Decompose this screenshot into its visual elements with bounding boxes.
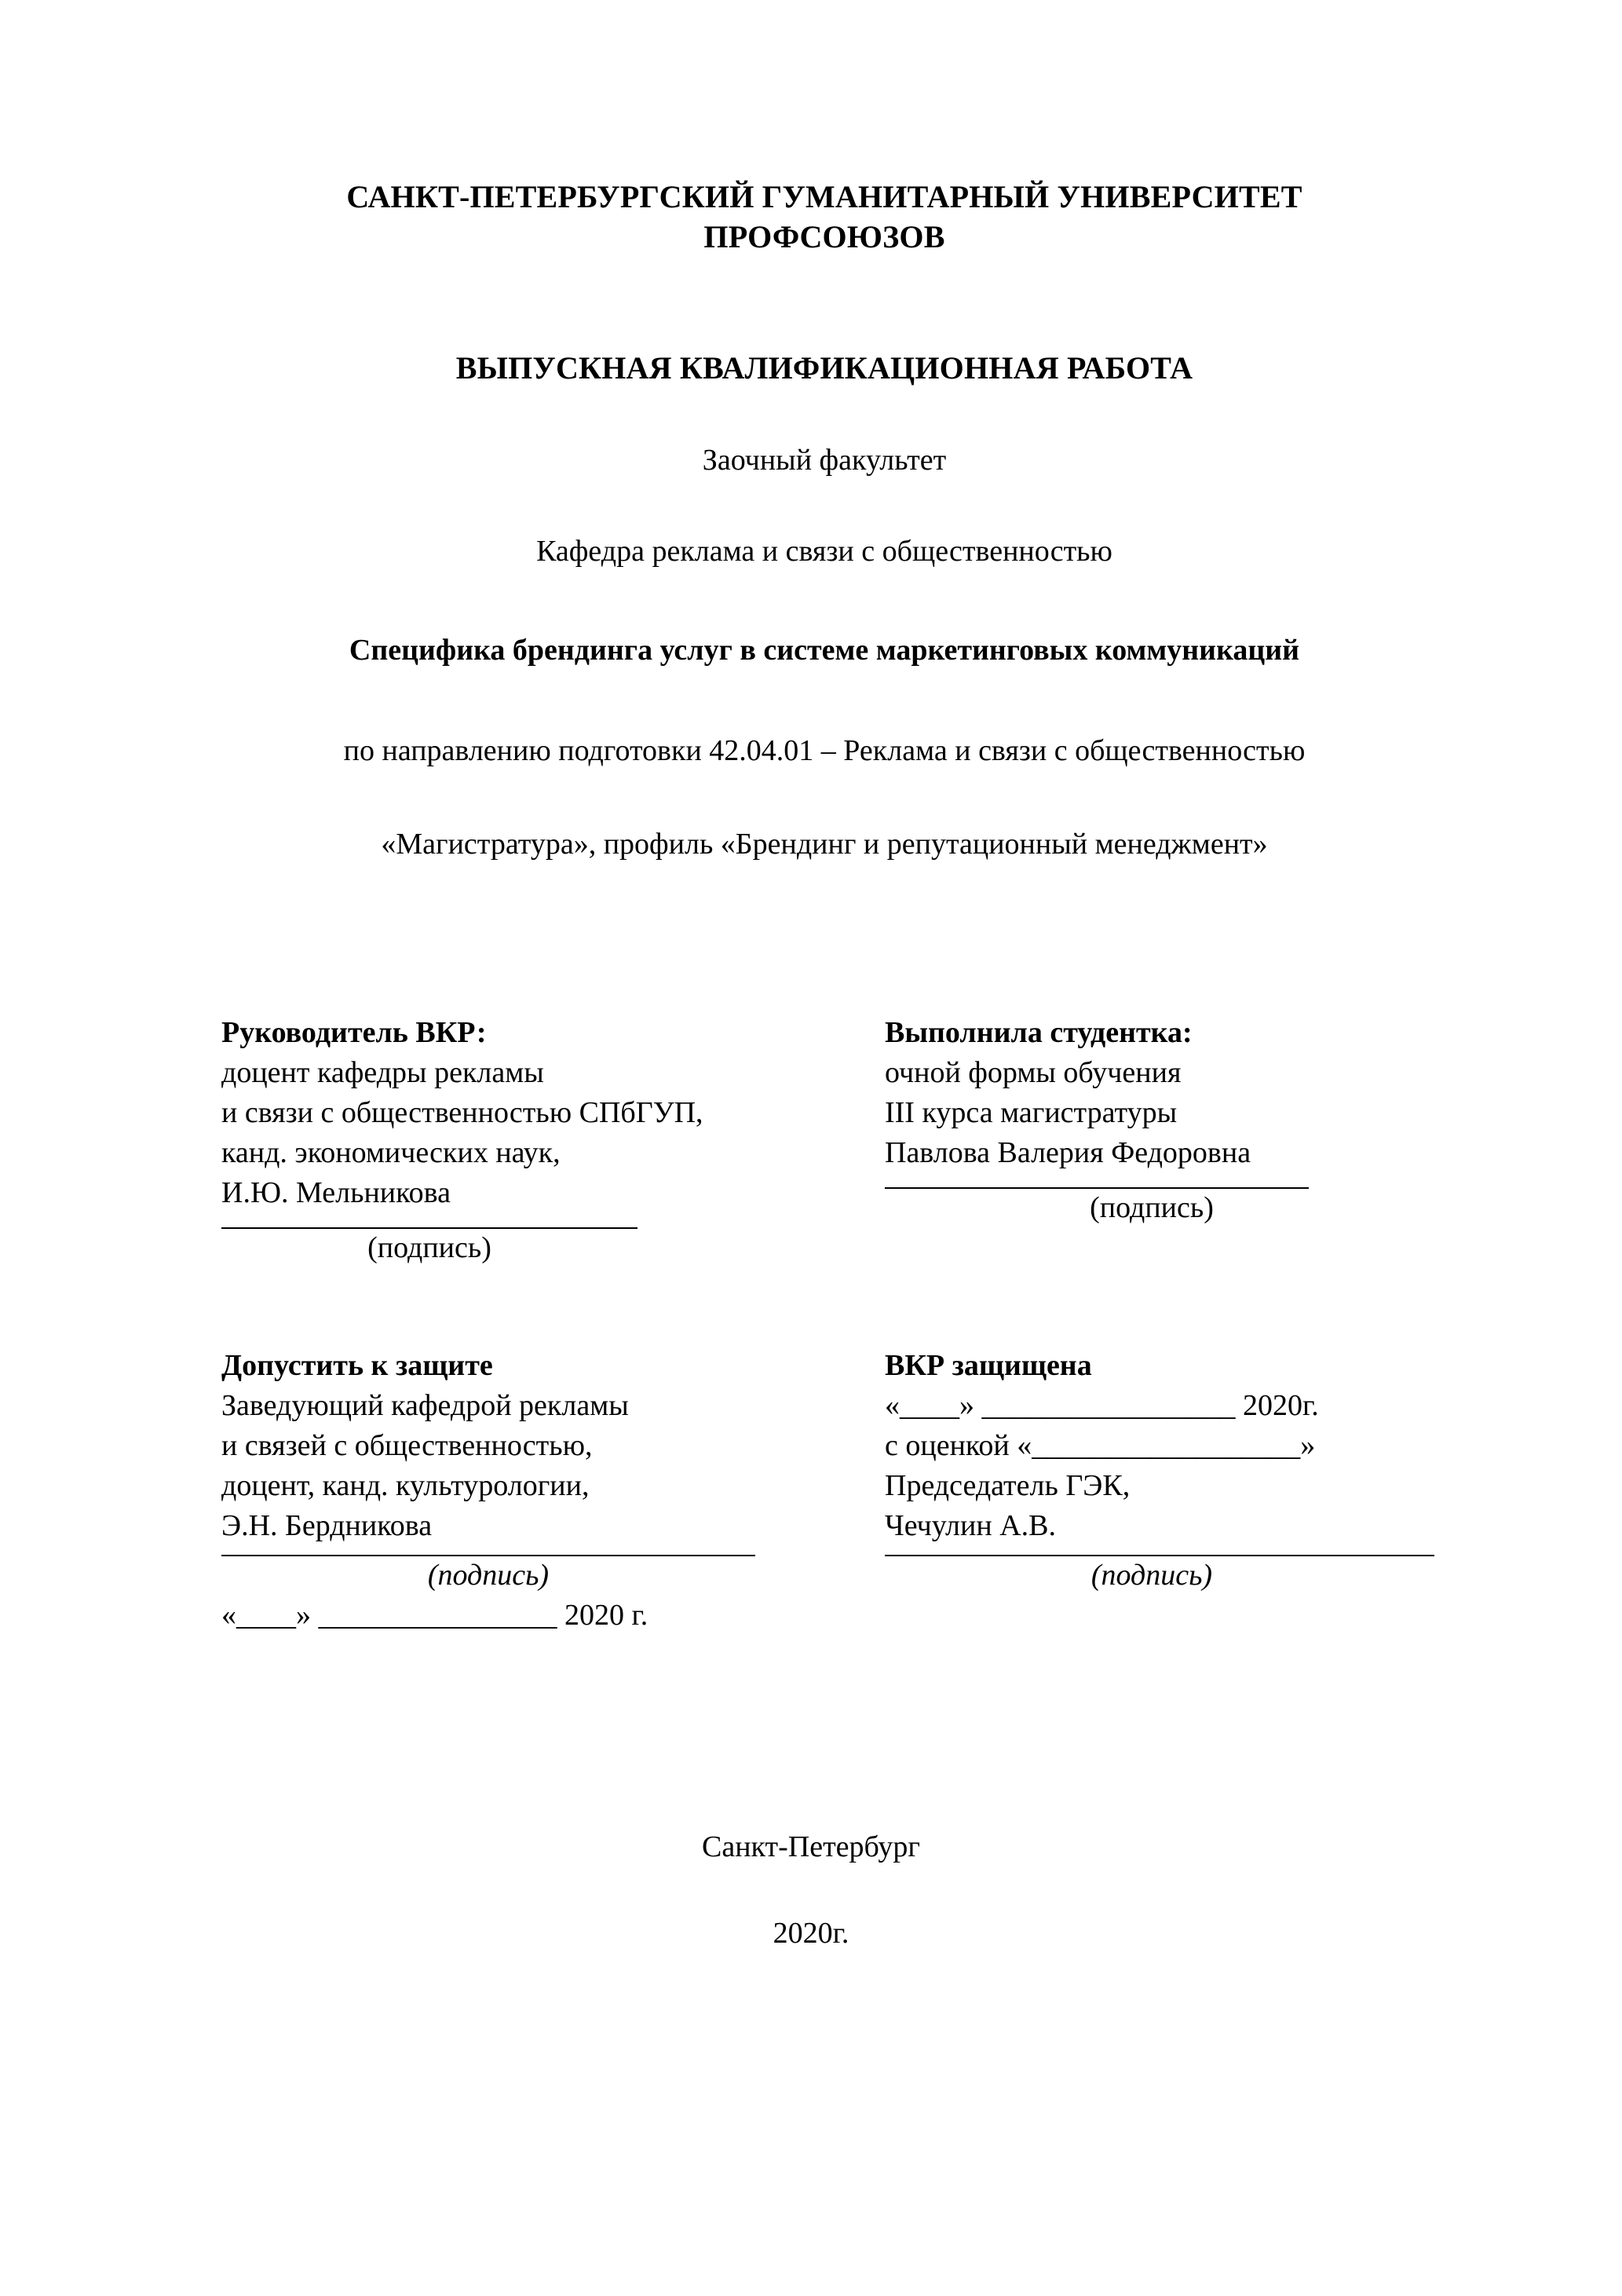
student-line-1: очной формы обучения: [885, 1055, 1182, 1089]
signature-block-gap: [221, 1267, 1423, 1346]
study-direction: по направлению подготовки 42.04.01 – Реклама и связи с общественностью: [343, 733, 1306, 767]
admission-block: [221, 1346, 885, 1636]
admission-line-1: Заведующий кафедрой рекламы: [221, 1388, 629, 1422]
title-page-content: [236, 177, 1413, 861]
student-signature-caption: (подпись): [1090, 1190, 1214, 1224]
admission-date-line: «____» ________________ 2020 г.: [221, 1598, 648, 1632]
defense-chair-title: Председатель ГЭК,: [885, 1468, 1131, 1502]
supervisor-heading: Руководитель ВКР:: [221, 1016, 487, 1049]
supervisor-line-3: канд. экономических наук,: [221, 1135, 561, 1169]
supervisor-line-4: И.Ю. Мельникова: [221, 1175, 451, 1209]
supervisor-line-2: и связи с общественностью СПбГУП,: [221, 1095, 703, 1129]
study-profile: «Магистратура», профиль «Брендинг и репутационный менеджмент»: [381, 827, 1268, 861]
department-name: Кафедра реклама и связи с общественностью: [536, 535, 1112, 569]
defense-chair-name: Чечулин А.В.: [885, 1508, 1056, 1542]
admission-heading: Допустить к защите: [221, 1348, 493, 1382]
page-footer: [0, 1830, 1622, 1951]
thesis-title: Специфика брендинга услуг в системе маркетинговых коммуникаций: [349, 634, 1300, 667]
footer-year: 2020г.: [773, 1917, 849, 1950]
supervisor-block: [221, 1013, 885, 1267]
supervisor-line-1: доцент кафедры рекламы: [221, 1055, 544, 1089]
admission-line-2: и связей с общественностью,: [221, 1428, 593, 1462]
signature-row-top: [221, 1013, 1423, 1267]
admission-line-4: Э.Н. Бердникова: [221, 1508, 433, 1542]
supervisor-signature-caption: (подпись): [367, 1230, 491, 1264]
student-line-3: Павлова Валерия Федоровна: [885, 1135, 1251, 1169]
defense-block: [885, 1346, 1423, 1636]
university-name: САНКТ-ПЕТЕРБУРГСКИЙ ГУМАНИТАРНЫЙ УНИВЕРСИТЕТ ПРОФСОЮЗОВ: [346, 179, 1302, 255]
student-block: [885, 1013, 1423, 1267]
faculty-name: Заочный факультет: [702, 444, 947, 477]
admission-signature-caption: (подпись): [427, 1559, 550, 1592]
admission-line-3: доцент, канд. культурологии,: [221, 1468, 590, 1502]
defense-grade-line: с оценкой «__________________»: [885, 1428, 1316, 1462]
student-line-2: III курса магистратуры: [885, 1095, 1178, 1129]
defense-signature-caption: (подпись): [1090, 1559, 1213, 1592]
defense-heading: ВКР защищена: [885, 1348, 1092, 1382]
footer-city: Санкт-Петербург: [701, 1830, 921, 1863]
document-type: ВЫПУСКНАЯ КВАЛИФИКАЦИОННАЯ РАБОТА: [455, 350, 1193, 386]
signature-row-bottom: [221, 1346, 1423, 1636]
defense-date-line: «____» _________________ 2020г.: [885, 1388, 1319, 1422]
signature-block: [221, 1013, 1423, 1636]
student-heading: Выполнила студентка:: [885, 1016, 1193, 1049]
